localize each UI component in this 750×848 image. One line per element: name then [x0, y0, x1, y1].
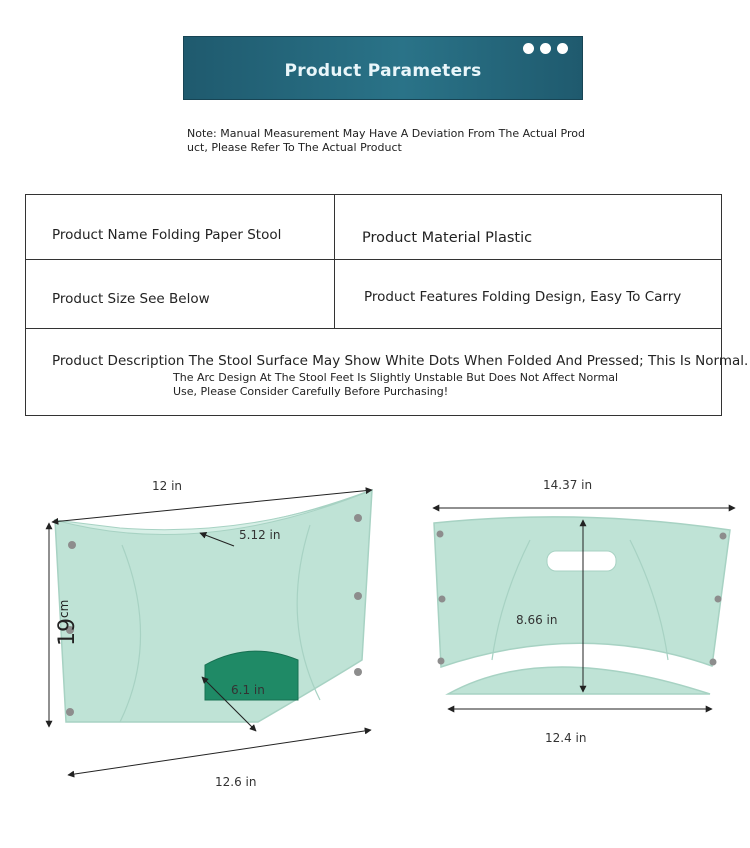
product-material-cell: Product Material Plastic [362, 230, 533, 246]
product-description-cell: Product Description The Stool Surface May Show White Dots When Folded And Pressed; This Is Normal. [52, 353, 749, 369]
dim-handle: 6.1 in [231, 683, 265, 697]
dim-top-width: 12 in [152, 479, 183, 493]
dim-depth: 5.12 in [239, 528, 281, 542]
measurement-note: Note: Manual Measurement May Have A Deviation From The Actual Product, Please Refer To The Actual Product [187, 127, 585, 154]
dim-unfolded-height: 8.66 in [516, 613, 558, 627]
product-features-cell: Product Features Folding Design, Easy To Carry [364, 289, 682, 305]
banner-title: Product Parameters [284, 61, 482, 81]
dim-unfolded-bottom-width: 12.4 in [545, 731, 587, 745]
dim-height-unit: cm [57, 599, 71, 618]
unfolded-stool-image [434, 517, 730, 694]
product-name-cell: Product Name Folding Paper Stool [52, 227, 282, 243]
product-description-continuation: The Arc Design At The Stool Feet Is Slightly Unstable But Does Not Affect Normal Use, Please Consider Carefully Before Purchasing! [173, 371, 619, 398]
product-size-cell: Product Size See Below [52, 291, 210, 307]
dim-height-number: 19 [55, 618, 80, 646]
dim-height [9, 552, 80, 646]
folded-stool-image [55, 490, 372, 722]
dim-bottom-width: 12.6 in [215, 775, 257, 789]
dim-unfolded-top-width: 14.37 in [543, 478, 593, 492]
